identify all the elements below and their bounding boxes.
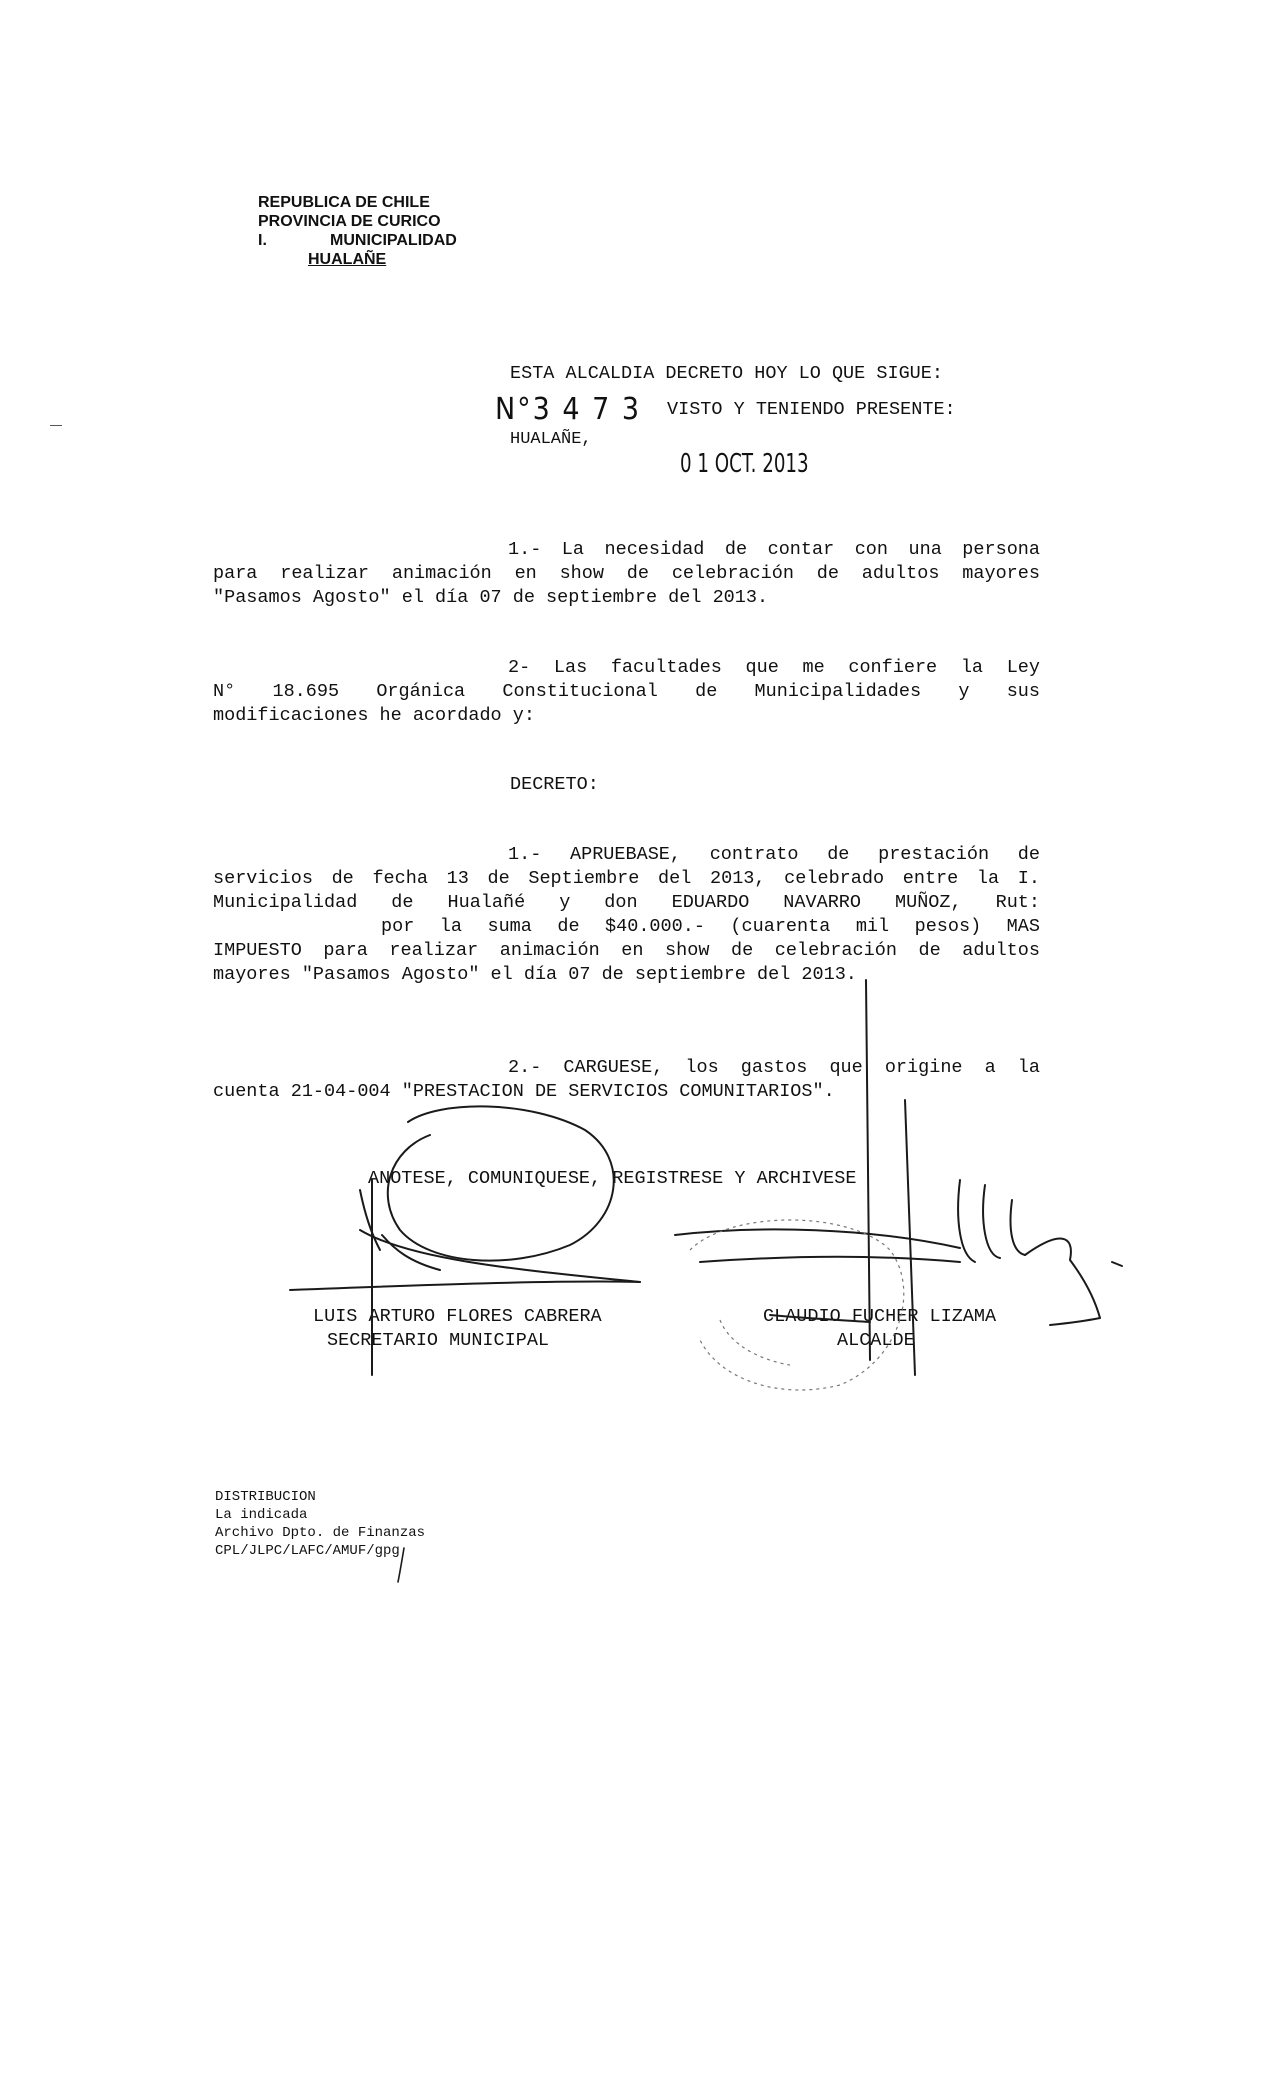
margin-mark xyxy=(50,425,62,426)
article-2 xyxy=(213,1056,1040,1104)
distribution-title: DISTRIBUCION xyxy=(215,1489,316,1505)
consideration-2 xyxy=(213,656,1040,728)
article-1-line-1: 1.- APRUEBASE, contrato de prestación de xyxy=(508,844,1040,865)
consideration-1-line-2: para realizar animación en show de celebración de adultos mayores xyxy=(213,563,1040,584)
article-2-line-1: 2.- CARGUESE, los gastos que origine a la xyxy=(508,1057,1040,1078)
article-1-line-6: mayores "Pasamos Agosto" el día 07 de septiembre del 2013. xyxy=(213,964,857,985)
consideration-1-line-1: 1.- La necesidad de contar con una persona xyxy=(508,539,1040,560)
distribution-line-1: La indicada xyxy=(215,1507,308,1523)
consideration-2-line-3: modificaciones he acordado y: xyxy=(213,705,535,726)
consideration-2-line-1: 2- Las facultades que me confiere la Ley xyxy=(508,657,1040,678)
header-municipalidad: MUNICIPALIDAD xyxy=(330,232,457,249)
article-1-line-5: IMPUESTO para realizar animación en show de celebración de adultos xyxy=(213,940,1040,961)
signatory-right-name: CLAUDIO FUCHER LIZAMA xyxy=(763,1306,997,1327)
decree-number-stamp: N°3 4 7 3 xyxy=(495,392,642,427)
date-stamp: 0 1 OCT. 2013 xyxy=(680,449,809,479)
article-1 xyxy=(213,843,1040,987)
distribution-line-2: Archivo Dpto. de Finanzas xyxy=(215,1525,426,1541)
signatory-left-name: LUIS ARTURO FLORES CABRERA xyxy=(313,1306,602,1327)
consideration-1-line-3: "Pasamos Agosto" el día 07 de septiembre del 2013. xyxy=(213,587,769,608)
place-line: HUALAÑE, xyxy=(510,430,592,449)
article-1-line-3: Municipalidad de Hualañé y don EDUARDO NAVARRO MUÑOZ, Rut: xyxy=(213,892,1040,913)
decreto-title: DECRETO: xyxy=(510,774,599,795)
decree-intro-line: ESTA ALCALDIA DECRETO HOY LO QUE SIGUE: xyxy=(510,363,943,384)
header-provincia: PROVINCIA DE CURICO xyxy=(258,213,441,230)
visto-line: VISTO Y TENIENDO PRESENTE: xyxy=(667,399,956,420)
header-i-prefix: I. xyxy=(258,232,267,249)
header-hualane: HUALAÑE xyxy=(308,251,387,268)
signatory-left-title: SECRETARIO MUNICIPAL xyxy=(327,1330,550,1351)
closing-line: ANOTESE, COMUNIQUESE, REGISTRESE Y ARCHIVESE xyxy=(368,1168,857,1189)
consideration-2-line-2: N° 18.695 Orgánica Constitucional de Municipalidades y sus xyxy=(213,681,1040,702)
article-2-line-2: cuenta 21-04-004 "PRESTACION DE SERVICIOS COMUNITARIOS". xyxy=(213,1081,835,1102)
article-1-line-4: por la suma de $40.000.- (cuarenta mil pesos) MAS xyxy=(381,916,1040,937)
article-1-line-2: servicios de fecha 13 de Septiembre del 2013, celebrado entre la I. xyxy=(213,868,1040,889)
distribution-line-3: CPL/JLPC/LAFC/AMUF/gpg xyxy=(215,1543,400,1559)
consideration-1 xyxy=(213,538,1040,610)
signatory-right-title: ALCALDE xyxy=(837,1330,915,1351)
header-republica: REPUBLICA DE CHILE xyxy=(258,194,430,211)
